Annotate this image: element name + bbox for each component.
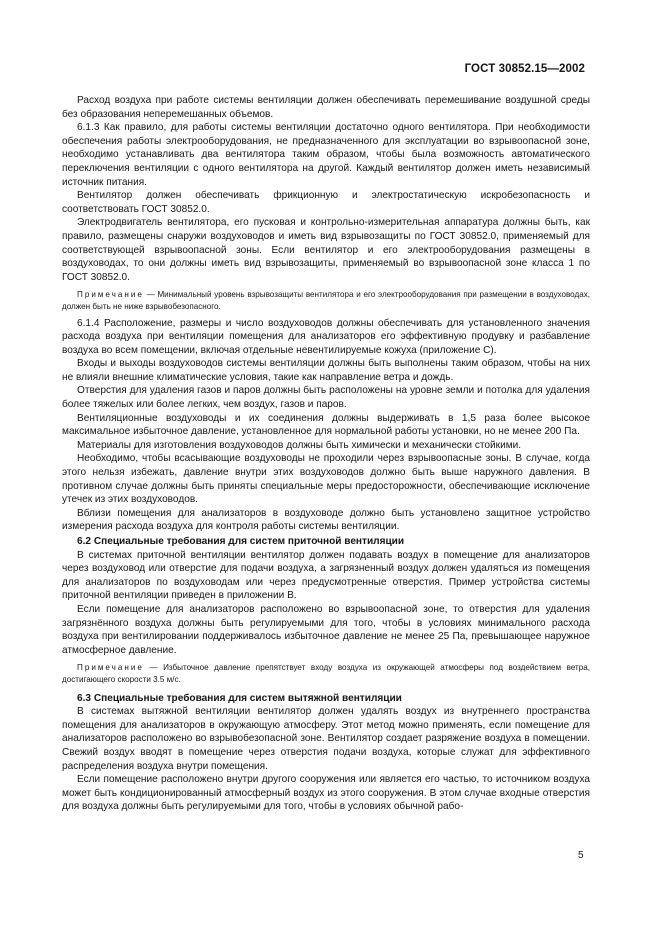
paragraph: Вентилятор должен обеспечивать фрикционную и электростатическую искробезопасность и соответствовать ГОСТ 30852.0. xyxy=(62,190,590,215)
note-label: Примечание xyxy=(77,290,144,300)
paragraph: Если помещение для анализаторов расположено во взрывоопасной зоне, то отверстия для удаления загрязнённого воздуха должны быть регулируемыми для того, чтобы в условиях минимального расхода воздуха при вентилировании поддерживалось избыточное давление не менее 25 Па, превышающее наружное атмосферное давление. xyxy=(62,603,590,656)
document-body xyxy=(62,94,590,814)
section-heading: 6.3 Специальные требования для систем вытяжной вентиляции xyxy=(77,692,402,704)
paragraph: Расход воздуха при работе системы вентиляции должен обеспечивать перемешивание воздушной среды без образования неперемешанных объемов. xyxy=(62,95,590,120)
page-number: 5 xyxy=(578,850,584,861)
note-label: Примечание xyxy=(77,663,144,673)
paragraph: Материалы для изготовления воздуховодов должны быть химически и механически стойкими. xyxy=(77,439,522,451)
section-heading: 6.2 Специальные требования для систем приточной вентиляции xyxy=(77,536,405,547)
note-text: — Избыточное давление препятствует входу воздуха из окружающей атмосферы под воздействием ветра, достигающего скорости 3.5 м/с. xyxy=(62,663,591,684)
note-text: — Минимальный уровень взрывозащиты вентилятора и его электрооборудования при размещении в воздуховодах, должен быть не ниже взрывобезопасного. xyxy=(62,290,590,311)
paragraph: Электродвигатель вентилятора, его пусковая и контрольно-измерительная аппаратура должны быть, как правило, размещены снаружи воздуховодов и иметь вид взрывозащиты по ГОСТ 30852.0, применяемый для соответствующей взрывоопасной зоны. Если вентилятор и его электрооборудования размещены в воздуховодах, то они должны иметь вид взрывозащиты, применяемый во взрывоопасной зоне класса 1 по ГОСТ 30852.0. xyxy=(62,217,590,283)
paragraph: В системах приточной вентиляции вентилятор должен подавать воздух в помещение для анализаторов через воздуховод или отверстие для подачи воздуха, а загрязненный воздух должен удаляться из помещения для анализаторов по воздуховодам или через предусмотренные отверстия. Пример устройства системы приточной вентиляции приведен в приложении В. xyxy=(62,549,590,602)
paragraph: Необходимо, чтобы всасывающие воздуховоды не проходили через взрывоопасные зоны. В случае, когда этого нельзя избежать, давление внутри этих воздуховодов должно быть выше наружного давления. В противном случае должны быть приняты специальные меры предосторожности, обеспечивающие исключение утечек из этих воздуховодов. xyxy=(62,453,590,506)
paragraph: В системах вытяжной вентиляции вентилятор должен удалять воздух из внутреннего пространства помещения для анализаторов в окружающую атмосферу. Этот метод можно применять, если помещение для анализаторов расположено во взрывобезопасной зоне. Вентилятор создает разряжение воздуха в помещении. Свежий воздух вводят в помещение через отверстия подачи воздуха, которые служат для эффективного распределения воздуха внутри помещения. xyxy=(62,706,590,772)
paragraph: Если помещение расположено внутри другого сооружения или является его частью, то источником воздуха может быть кондиционированный атмосферный воздух из этого сооружения. В этом случае входные отверстия для воздуха должны быть регулируемыми для того, чтобы в условиях обычной рабо- xyxy=(62,774,590,813)
paragraph: 6.1.4 Расположение, размеры и число воздуховодов должны обеспечивать для установленного значения расхода воздуха при вентиляции помещения для анализаторов его эффективную продувку и разбавление воздуха во всем помещении, включая отдельные невентилируемые кожуха (приложение С). xyxy=(62,317,590,356)
paragraph: 6.1.3 Как правило, для работы системы вентиляции достаточно одного вентилятора. При необходимости обеспечения работы электрооборудования, не предназначенного для эксплуатации во взрывоопасной зоне, необходимо устанавливать два вентилятора таким образом, чтобы была возможность автоматического переключения вентиляции с одного вентилятора на другой. Каждый вентилятор должен иметь независимый источник питания. xyxy=(62,122,590,188)
paragraph: Вентиляционные воздуховоды и их соединения должны выдерживать в 1,5 раза более высокое максимальное избыточное давление, установленное для нормальной работы установки, но не менее 200 Па. xyxy=(62,412,590,438)
paragraph: Вблизи помещения для анализаторов в воздуховоде должно быть установлено защитное устройство измерения расхода воздуха для контроля работы системы вентиляции. xyxy=(62,507,590,533)
paragraph: Отверстия для удаления газов и паров должны быть расположены на уровне земли и потолка для удаления более тяжелых или более легких, чем воздух, газов и паров. xyxy=(62,385,590,411)
note xyxy=(62,662,590,685)
paragraph: Входы и выходы воздуховодов системы вентиляции должны быть выполнены таким образом, чтобы на них не влияли внешние климатические условия, такие как направление ветра и дождь. xyxy=(62,358,590,383)
note xyxy=(62,289,590,312)
document-header: ГОСТ 30852.15—2002 xyxy=(464,63,585,75)
